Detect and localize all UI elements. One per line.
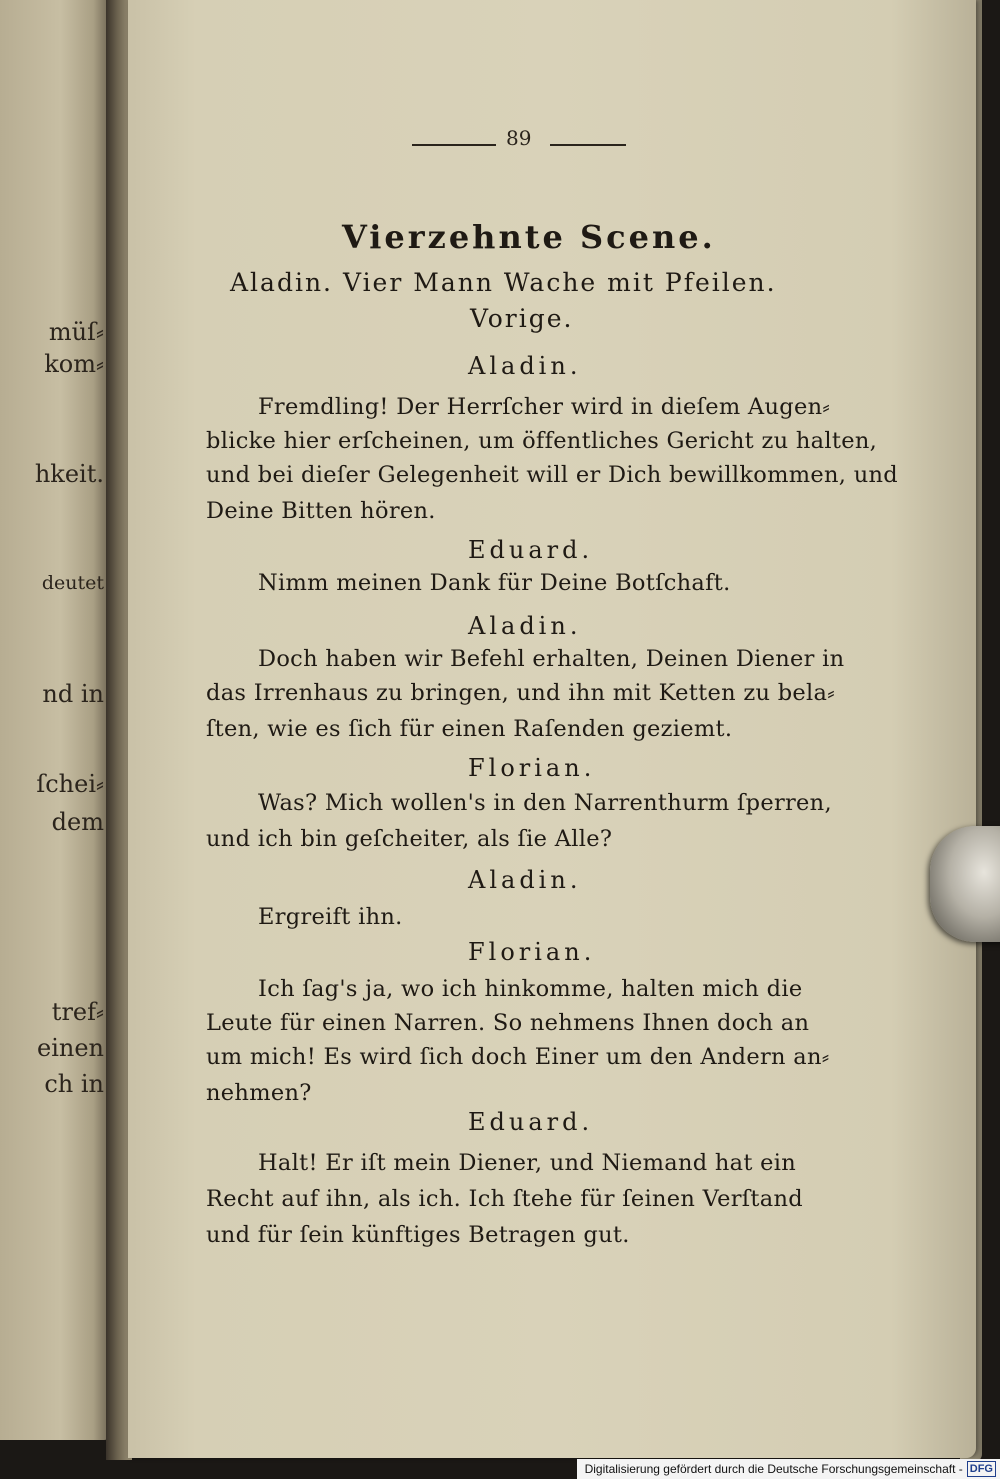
text-line: und für ſein künftiges Betragen gut. (206, 1222, 630, 1248)
page-clip (930, 826, 1000, 942)
digitization-footer (577, 1459, 1000, 1479)
text-line: Nimm meinen Dank für Deine Botſchaft. (258, 570, 731, 596)
text-line: blicke hier erſcheinen, um öffentliches Gericht zu halten, (206, 428, 878, 454)
header-rule-right (550, 144, 626, 146)
left-page-line: dem (51, 808, 104, 836)
left-page-line: nd in (42, 680, 104, 708)
speaker-name: Aladin. (468, 866, 582, 894)
speaker-name: Aladin. (468, 612, 582, 640)
text-line: Halt! Er iſt mein Diener, und Niemand hat ein (258, 1150, 797, 1176)
left-page-line: hkeit. (34, 460, 104, 488)
previous-page-fragment (0, 0, 110, 1440)
stage-direction: Aladin. Vier Mann Wache mit Pfeilen. (230, 268, 777, 297)
text-line: Ich ſag's ja, wo ich hinkomme, halten mich die (258, 976, 803, 1002)
book-page (128, 0, 976, 1458)
speaker-name: Florian. (468, 938, 596, 966)
text-line: ſten, wie es ſich für einen Raſenden geziemt. (206, 716, 733, 742)
page-header (412, 126, 626, 156)
text-line: und bei dieſer Gelegenheit will er Dich bewillkommen, und (206, 462, 898, 488)
speaker-name: Eduard. (468, 536, 594, 564)
left-page-line: ſchei⸗ (36, 770, 104, 798)
left-page-line: ch in (44, 1070, 104, 1098)
left-page-line: einen (37, 1034, 104, 1062)
left-page-line: tref⸗ (51, 998, 104, 1026)
left-page-line: müſ⸗ (48, 318, 104, 346)
text-line: Doch haben wir Befehl erhalten, Deinen Diener in (258, 646, 845, 672)
text-line: Fremdling! Der Herrſcher wird in dieſem Augen⸗ (258, 394, 831, 420)
text-line: Was? Mich wollen's in den Narrenthurm ſperren, (258, 790, 832, 816)
dfg-logo-icon: DFG (967, 1461, 996, 1477)
text-line: Deine Bitten hören. (206, 498, 436, 524)
text-line: das Irrenhaus zu bringen, und ihn mit Ketten zu bela⸗ (206, 680, 836, 706)
text-line: nehmen? (206, 1080, 312, 1106)
text-line: um mich! Es wird ſich doch Einer um den Andern an⸗ (206, 1044, 830, 1070)
speaker-name: Eduard. (468, 1108, 594, 1136)
footer-credit: Digitalisierung gefördert durch die Deutsche Forschungsgemeinschaft - (584, 1462, 963, 1476)
text-line: Leute für einen Narren. So nehmens Ihnen doch an (206, 1010, 810, 1036)
left-page-line: deutet (41, 572, 104, 594)
previous-characters: Vorige. (470, 304, 574, 333)
speaker-name: Aladin. (468, 352, 582, 380)
page-number: 89 (506, 126, 532, 150)
scene-title: Vierzehnte Scene. (342, 218, 716, 256)
text-line: Recht auf ihn, als ich. Ich ſtehe für ſeinen Verſtand (206, 1186, 803, 1212)
text-line: Ergreift ihn. (258, 904, 403, 930)
left-page-line: kom⸗ (44, 350, 104, 378)
speaker-name: Florian. (468, 754, 596, 782)
header-rule-left (412, 144, 496, 146)
text-line: und ich bin geſcheiter, als ſie Alle? (206, 826, 613, 852)
